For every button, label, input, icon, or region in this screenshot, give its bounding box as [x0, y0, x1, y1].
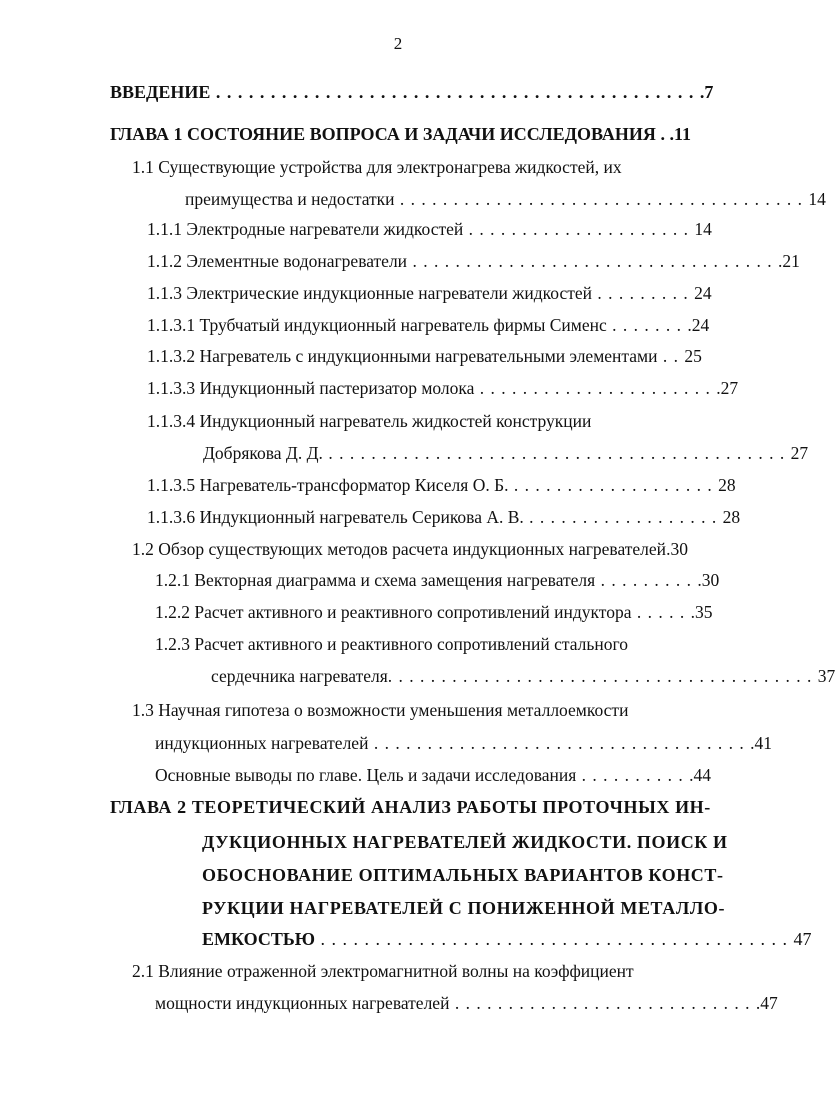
- toc-leader-dots: . .: [657, 346, 685, 366]
- toc-entry-title: 1.1.3.5 Нагреватель-трансформатор Киселя О. Б.: [147, 475, 509, 495]
- toc-page-number: 47: [793, 929, 812, 949]
- toc-page-number: .24: [687, 315, 710, 335]
- toc-entry-chapter-2-line-5: [202, 926, 812, 952]
- toc-page-number: .21: [777, 251, 800, 271]
- toc-page-number: 25: [684, 346, 702, 366]
- toc-page-number: 28: [722, 507, 741, 527]
- toc-page-number: .44: [689, 765, 712, 785]
- toc-entry-introduction: [110, 79, 713, 105]
- toc-entry-chapter-2-line-4: [202, 895, 725, 921]
- toc-entry-chapter-2-line-1: [110, 794, 711, 820]
- toc-entry-title: 1.1 Существующие устройства для электронагрева жидкостей, их: [132, 157, 622, 177]
- toc-entry-title: 1.3 Научная гипотеза о возможности уменьшения металлоемкости: [132, 700, 629, 720]
- toc-entry-title: 1.2.2 Расчет активного и реактивного сопротивлений индуктора: [155, 602, 632, 622]
- toc-page-number: .41: [750, 733, 772, 753]
- toc-entry-title: 1.2 Обзор существующих методов расчета индукционных нагревателей: [132, 539, 667, 559]
- toc-page-number: 24: [694, 283, 712, 303]
- toc-entry-title: ЕМКОСТЬЮ: [202, 929, 315, 949]
- toc-entry-chapter-1: [110, 121, 691, 147]
- toc-page-number: 14: [808, 189, 826, 209]
- page-number: 2: [393, 34, 403, 53]
- toc-page-number: .30: [697, 570, 720, 590]
- toc-entry-1-1-3-4-line-1: [147, 408, 591, 434]
- toc-entry-title: 2.1 Влияние отраженной электромагнитной волны на коэффициент: [132, 961, 634, 981]
- toc-entry-title: 1.1.3 Электрические индукционные нагреватели жидкостей: [147, 283, 592, 303]
- toc-entry-title: индукционных нагревателей: [155, 733, 369, 753]
- toc-entry-2-1-line-2: [155, 990, 778, 1016]
- toc-entry-2-1-line-1: [132, 958, 634, 984]
- toc-entry-title: 1.1.2 Элементные водонагреватели: [147, 251, 408, 271]
- toc-entry-1-2-1: [155, 567, 719, 593]
- toc-entry-1-1-3-1: [147, 312, 709, 338]
- toc-leader-dots: . . . . . . . . . . . . . . . . . . . . . . . . . . . . . . . . . . . . . . . .: [387, 666, 818, 686]
- toc-entry-chapter-2-line-3: [202, 862, 724, 888]
- toc-leader-dots: . . . . . . . . . . . . . . . . . . . . . . . . . . . . . . . . . . . . . . . . . . .: [315, 929, 794, 949]
- toc-entry-title: ГЛАВА 1 СОСТОЯНИЕ ВОПРОСА И ЗАДАЧИ ИССЛЕДОВАНИЯ: [110, 124, 656, 144]
- toc-entry-title: Добрякова Д. Д.: [203, 443, 323, 463]
- toc-entry-title: 1.1.3.3 Индукционный пастеризатор молока: [147, 378, 475, 398]
- toc-leader-dots: . . . . . . . . .: [595, 570, 698, 590]
- toc-entry-title: ДУКЦИОННЫХ НАГРЕВАТЕЛЕЙ ЖИДКОСТИ. ПОИСК И: [202, 832, 728, 852]
- toc-entry-1-2-3-line-2: [211, 663, 835, 689]
- toc-entry-1-2-3-line-1: [155, 631, 628, 657]
- toc-entry-title: мощности индукционных нагревателей: [155, 993, 450, 1013]
- toc-entry-title: ВВЕДЕНИЕ: [110, 82, 211, 102]
- toc-leader-dots: . . . . . . . . . . . . . . . . . . . . . . . . . . . . . . . . . . . . . . . . . . .: [322, 443, 791, 463]
- toc-leader-dots: . . . . . . . . . . . . . . . . . . . . . . . . . . . . . . . . . .: [407, 251, 778, 271]
- toc-entry-1-1-3-6: [147, 504, 740, 530]
- toc-leader-dots: . . . . .: [631, 602, 691, 622]
- toc-leader-dots: . . . . . . .: [606, 315, 688, 335]
- toc-entry-chapter-2-line-2: [202, 829, 728, 855]
- toc-entry-title: преимущества и недостатки: [185, 189, 395, 209]
- toc-page-number: .27: [716, 378, 739, 398]
- toc-entry-title: 1.1.1 Электродные нагреватели жидкостей: [147, 219, 464, 239]
- toc-leader-dots: . .: [655, 124, 674, 144]
- toc-entry-1-3-line-2: [155, 730, 772, 756]
- toc-leader-dots: . . . . . . . . . . . . . . . . . .: [523, 507, 723, 527]
- toc-entry-1-1-1: [147, 216, 712, 242]
- toc-leader-dots: .: [666, 539, 671, 559]
- toc-entry-1-1-3-3: [147, 375, 738, 401]
- toc-entry-1-3-line-1: [132, 697, 628, 723]
- toc-entry-title: 1.2.1 Векторная диаграмма и схема замещения нагревателя: [155, 570, 596, 590]
- toc-entry-1-1-3-2: [147, 343, 702, 369]
- toc-entry-title: ГЛАВА 2 ТЕОРЕТИЧЕСКИЙ АНАЛИЗ РАБОТЫ ПРОТОЧНЫХ ИН-: [110, 797, 711, 817]
- toc-page-number: 30: [670, 539, 688, 559]
- toc-leader-dots: . . . . . . . . .: [592, 283, 695, 303]
- toc-entry-1-1-2: [147, 248, 800, 274]
- toc-entry-title: РУКЦИИ НАГРЕВАТЕЛЕЙ С ПОНИЖЕННОЙ МЕТАЛЛО-: [202, 898, 726, 918]
- toc-leader-dots: . . . . . . . . . . . . . . . . . . . . .: [463, 219, 695, 239]
- toc-page-number: 28: [718, 475, 736, 495]
- toc-leader-dots: . . . . . . . . . .: [576, 765, 690, 785]
- toc-leader-dots: . . . . . . . . . . . . . . . . . . . . . . . . . . . . . . . . . . .: [368, 733, 751, 753]
- toc-page-number: 37: [817, 666, 835, 686]
- toc-leader-dots: . . . . . . . . . . . . . . . . . . . . . . . . . . . . . . . . . . . . . .: [394, 189, 809, 209]
- toc-entry-1-1-3: [147, 280, 712, 306]
- toc-entry-1-1-3-4-line-2: [203, 440, 808, 466]
- toc-entry-title: 1.1.3.4 Индукционный нагреватель жидкостей конструкции: [147, 411, 592, 431]
- toc-page-number: 14: [694, 219, 712, 239]
- toc-leader-dots: . . . . . . . . . . . . . . . . . . . . . . . . . . . . . . . . . . . . . . . . . . . .: [210, 82, 700, 102]
- toc-page-number: .7: [699, 82, 714, 102]
- toc-entry-1-1-line-1: [132, 154, 622, 180]
- toc-entry-title: 1.1.3.2 Нагреватель с индукционными нагревательными элементами: [147, 346, 658, 366]
- toc-entry-title: 1.1.3.1 Трубчатый индукционный нагреватель фирмы Сименс: [147, 315, 607, 335]
- toc-entry-title: Основные выводы по главе. Цель и задачи исследования: [155, 765, 577, 785]
- toc-entry-conclusions: [155, 762, 711, 788]
- toc-entry-title: 1.1.3.6 Индукционный нагреватель Серикова А. В.: [147, 507, 524, 527]
- toc-entry-title: сердечника нагревателя: [211, 666, 388, 686]
- toc-leader-dots: . . . . . . . . . . . . . . . . . . . . . .: [474, 378, 717, 398]
- toc-page-number: .47: [755, 993, 778, 1013]
- toc-leader-dots: . . . . . . . . . . . . . . . . . . . . . . . . . . . .: [449, 993, 756, 1013]
- toc-entry-title: ОБОСНОВАНИЕ ОПТИМАЛЬНЫХ ВАРИАНТОВ КОНСТ-: [202, 865, 724, 885]
- toc-entry-1-2-2: [155, 599, 712, 625]
- toc-entry-title: 1.2.3 Расчет активного и реактивного сопротивлений стального: [155, 634, 628, 654]
- toc-entry-1-1-3-5: [147, 472, 736, 498]
- toc-leader-dots: . . . . . . . . . . . . . . . . . . .: [508, 475, 719, 495]
- toc-entry-1-1-line-2: [185, 186, 826, 212]
- toc-page-number: 27: [790, 443, 809, 463]
- toc-entry-1-2: [132, 536, 688, 562]
- toc-page-number: 11: [673, 124, 691, 144]
- toc-page-number: .35: [690, 602, 713, 622]
